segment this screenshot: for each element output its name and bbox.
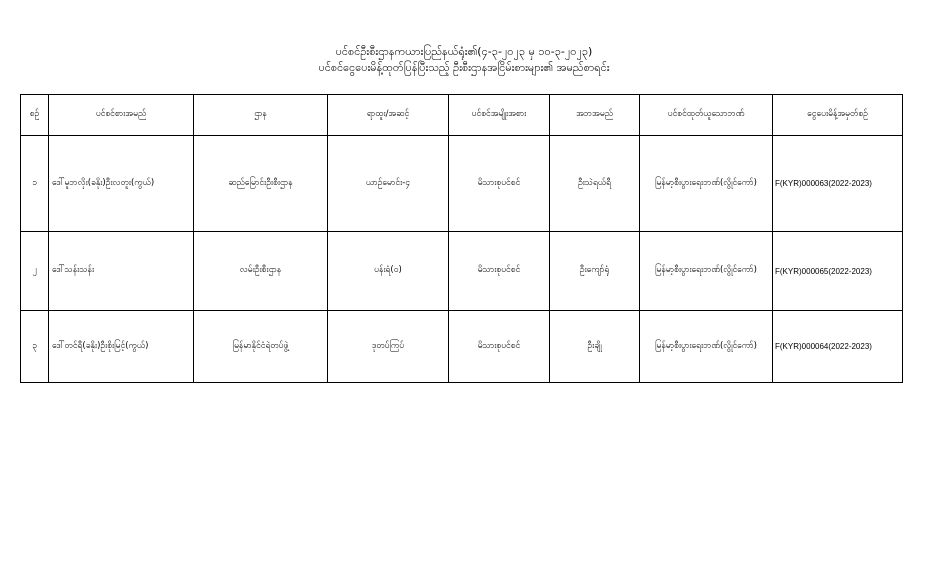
cell-pensioner-name: ဒေါ်မူဘလိုး(ခနိုး)ဦးလတူး(ကွယ်) (49, 136, 194, 232)
cell-rank: ပန်းရံ(၀) (328, 232, 449, 311)
cell-pension-type: မိသားစုပင်စင် (449, 311, 550, 383)
cell-serial-no: ၂ (21, 232, 49, 311)
cell-rank: ယာဉ်မောင်း-၄ (328, 136, 449, 232)
cell-father-name: ဦးကျော်ရုံ (550, 232, 640, 311)
table-row (21, 232, 903, 311)
cell-department: ဆည်မြောင်းဦးစီးဌာန (194, 136, 328, 232)
cell-order-number: F(KYR)000065(2022-2023) (773, 232, 903, 311)
cell-pension-type: မိသားစုပင်စင် (449, 136, 550, 232)
cell-order-number: F(KYR)000063(2022-2023) (773, 136, 903, 232)
cell-department: လမ်းဦးစီးဌာန (194, 232, 328, 311)
cell-pensioner-name: ဒေါ်တင်ရီ(ခနိုး)ဦးစိုးမြင့်(ကွယ်) (49, 311, 194, 383)
cell-serial-no: ၁ (21, 136, 49, 232)
cell-serial-no: ၃ (21, 311, 49, 383)
table-row (21, 136, 903, 232)
cell-bank: မြန်မာ့စီးပွားရေးဘဏ်(လွိုင်ကော်) (640, 311, 773, 383)
header-rank: ရာထူး/အဆင့် (328, 95, 449, 136)
header-father-name: အဘအမည် (550, 95, 640, 136)
document-title (0, 44, 928, 76)
cell-father-name: ဦးချို (550, 311, 640, 383)
title-line-2: ပင်စင်ငွေပေးမိန့်ထုတ်ပြန်ပြီးသည့် ဦးစီးဌာနအငြိမ်းစားများ၏ အမည်စာရင်း (318, 61, 610, 74)
cell-bank: မြန်မာ့စီးပွားရေးဘဏ်(လွိုင်ကော်) (640, 136, 773, 232)
table-header-row (21, 95, 903, 136)
cell-order-number: F(KYR)000064(2022-2023) (773, 311, 903, 383)
header-order-number: ငွေပေးမိန့်အမှတ်စဉ် (773, 95, 903, 136)
cell-pensioner-name: ဒေါ်သန်းသန်း (49, 232, 194, 311)
title-line-1: ပင်စင်ဦးစီးဌာနကယားပြည်နယ်ရုံး၏(၄-၃-၂၀၂၃ မှ ၁၀-၃-၂၀၂၃) (335, 45, 593, 58)
cell-rank: ဒုတပ်ကြပ် (328, 311, 449, 383)
pensioner-table (20, 94, 903, 383)
header-pension-type: ပင်စင်အမျိုးအစား (449, 95, 550, 136)
header-serial-no: စဉ် (21, 95, 49, 136)
header-bank: ပင်စင်ထုတ်ယူသောဘဏ် (640, 95, 773, 136)
cell-father-name: ဦးသဲရယ်ရီ (550, 136, 640, 232)
cell-department: မြန်မာနိုင်ငံရဲတပ်ဖွဲ့ (194, 311, 328, 383)
header-pensioner-name: ပင်စင်စားအမည် (49, 95, 194, 136)
header-department: ဌာန (194, 95, 328, 136)
cell-pension-type: မိသားစုပင်စင် (449, 232, 550, 311)
cell-bank: မြန်မာ့စီးပွားရေးဘဏ်(လွိုင်ကော်) (640, 232, 773, 311)
table-row (21, 311, 903, 383)
